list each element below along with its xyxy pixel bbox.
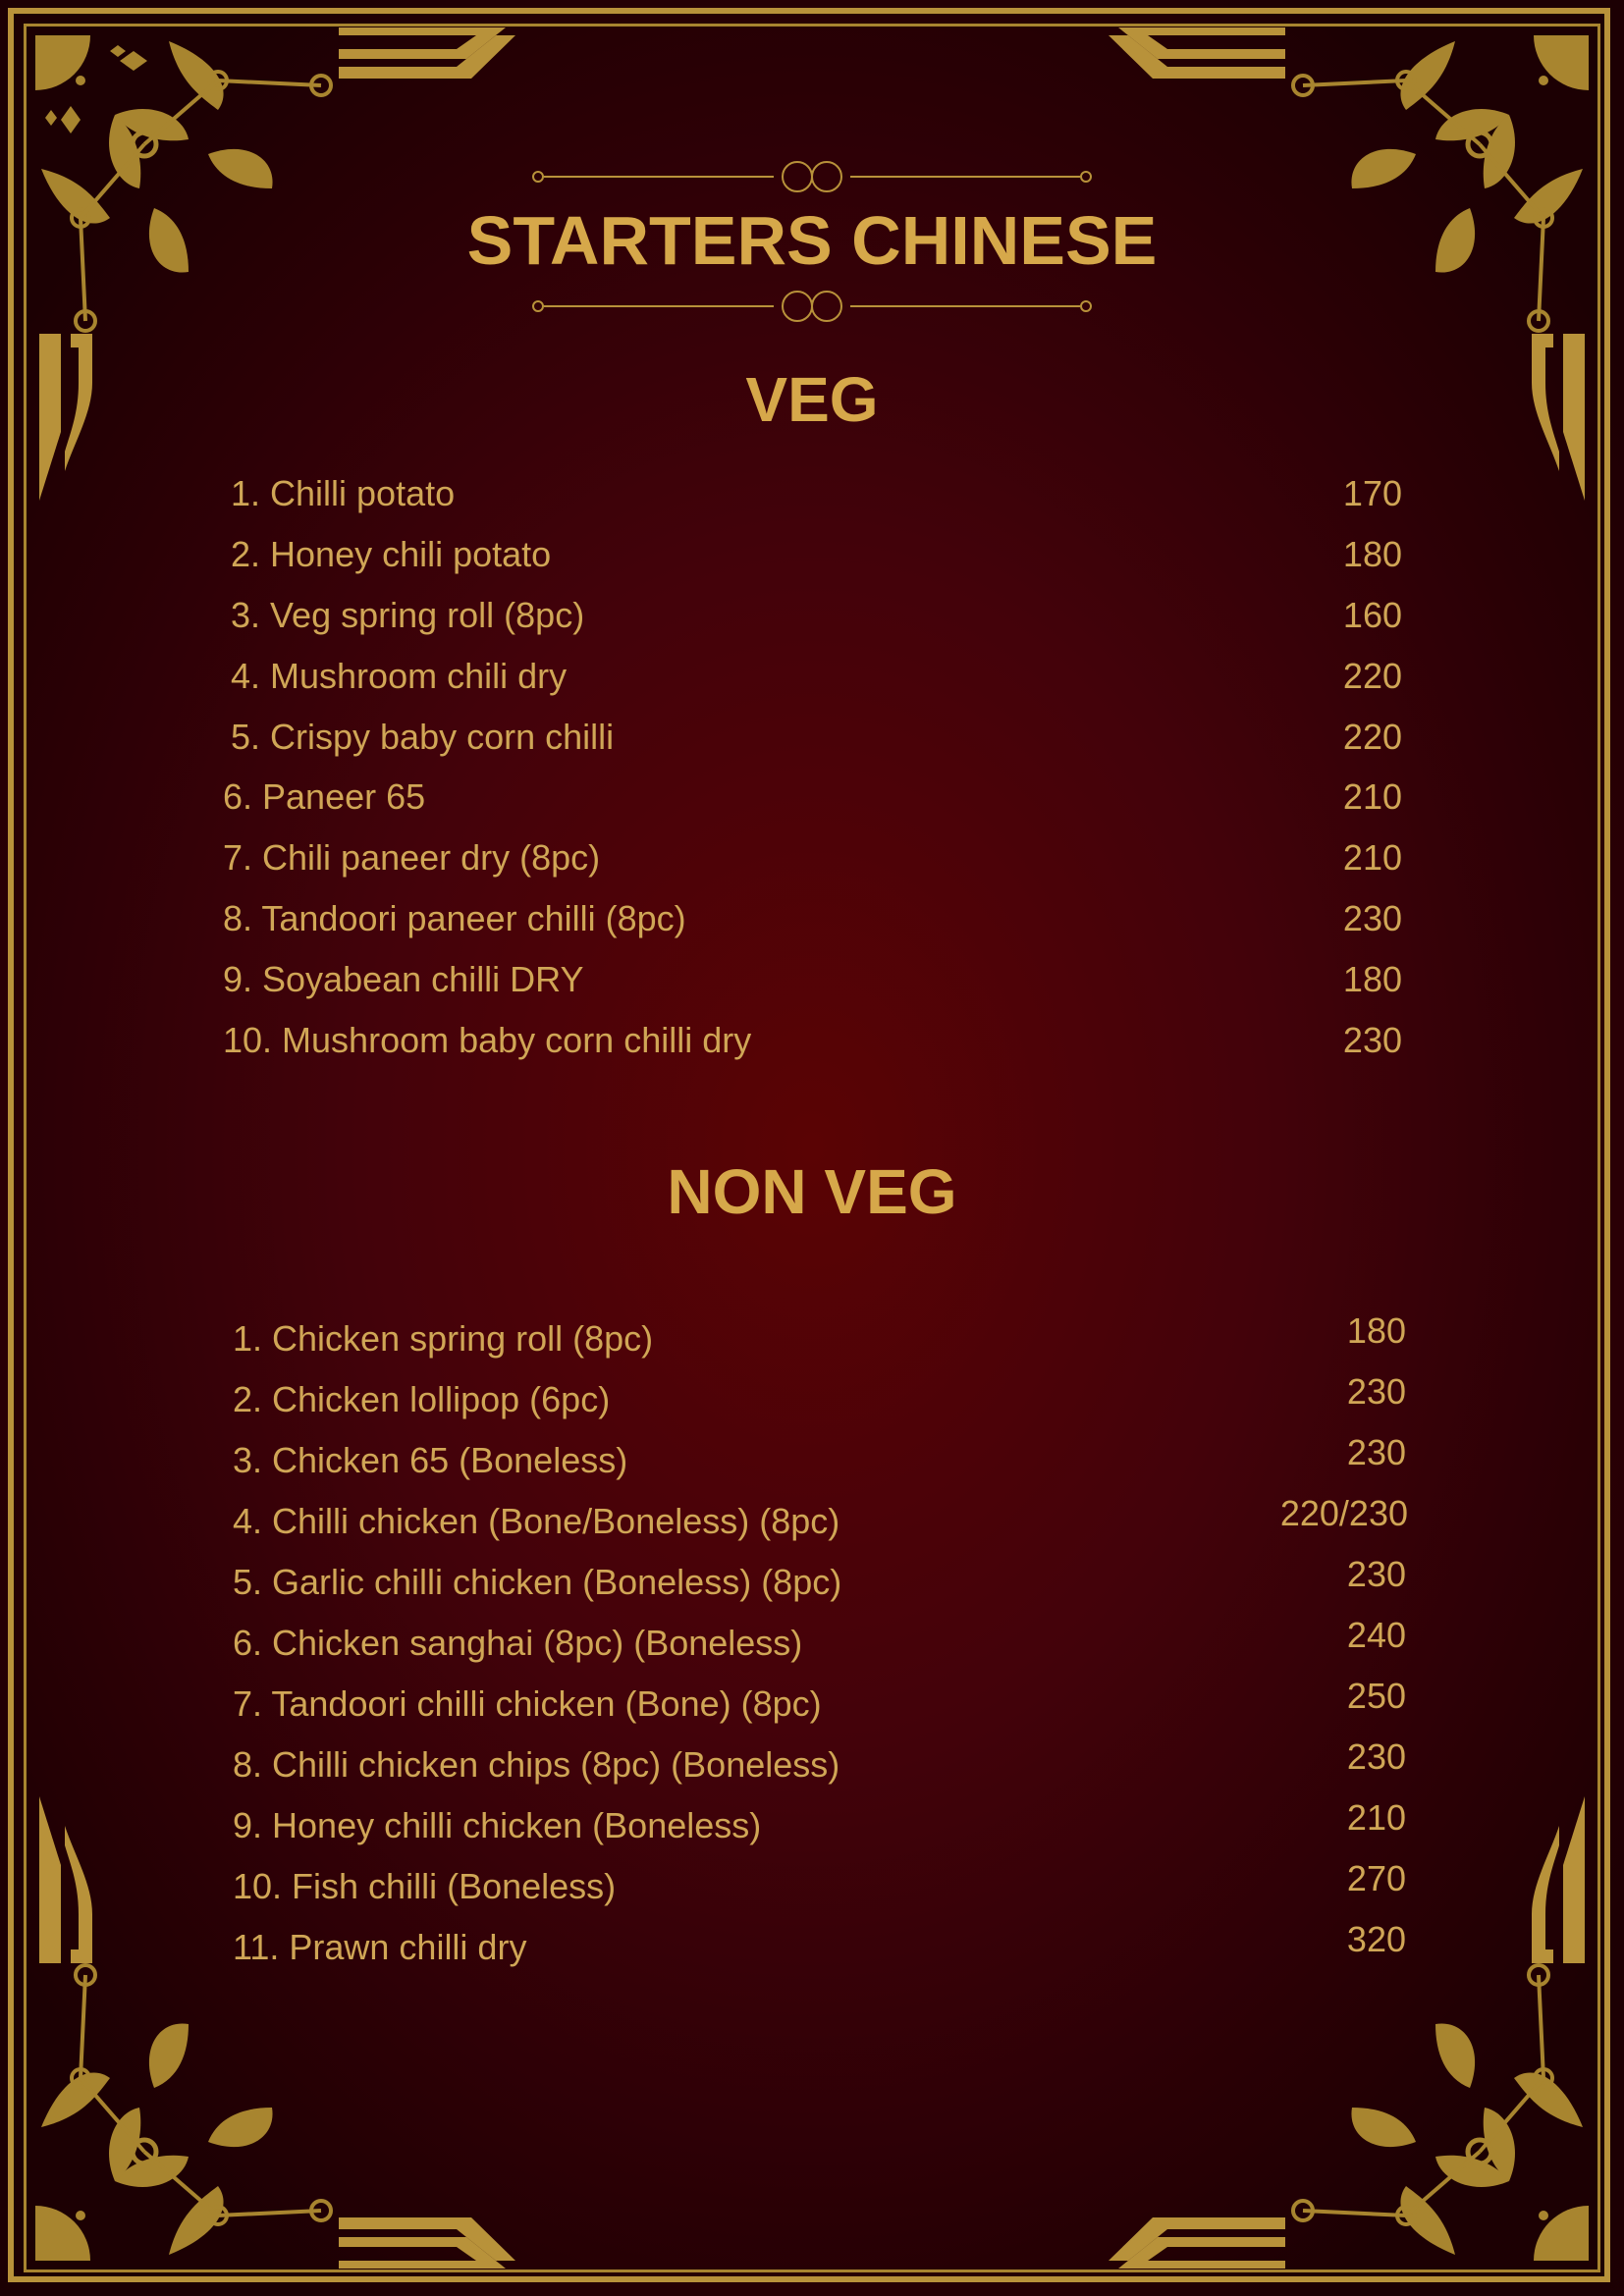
nonveg-section-heading: NON VEG: [667, 1156, 957, 1227]
menu-item-name: 2. Chicken lollipop (6pc): [233, 1379, 611, 1419]
menu-item-price: 220/230: [1279, 1493, 1408, 1533]
menu-item-name: 8. Tandoori paneer chilli (8pc): [223, 898, 686, 938]
menu-item: [0, 1493, 1624, 1550]
menu-item-name: 3. Chicken 65 (Boneless): [233, 1440, 628, 1480]
menu-item: [0, 1310, 1624, 1367]
menu-item-name: 6. Chicken sanghai (8pc) (Boneless): [233, 1623, 803, 1663]
menu-item-name: 8. Chilli chicken chips (8pc) (Boneless): [233, 1744, 840, 1785]
page-title: STARTERS CHINESE: [466, 202, 1158, 279]
menu-item-price: 210: [1346, 1797, 1406, 1838]
menu-item-price: 230: [1346, 1432, 1406, 1472]
menu-item-name: 10. Fish chilli (Boneless): [233, 1866, 617, 1906]
menu-item-name: 4. Chilli chicken (Bone/Boneless) (8pc): [233, 1501, 840, 1541]
menu-item-price: 240: [1346, 1615, 1406, 1655]
menu-item-price: 230: [1346, 1554, 1406, 1594]
veg-section-heading: VEG: [745, 364, 879, 435]
menu-item-name: 5. Crispy baby corn chilli: [231, 717, 615, 757]
menu-item-price: 180: [1342, 534, 1402, 574]
menu-item-price: 230: [1342, 1020, 1402, 1060]
menu-item-name: 5. Garlic chilli chicken (Boneless) (8pc): [233, 1562, 842, 1602]
menu-item-price: 320: [1346, 1919, 1406, 1959]
menu-item-price: 250: [1346, 1676, 1406, 1716]
menu-item-price: 180: [1342, 959, 1402, 999]
menu-item-name: 7. Chili paneer dry (8pc): [223, 837, 601, 878]
menu-item-name: 4. Mushroom chili dry: [231, 656, 568, 696]
menu-item-name: 1. Chilli potato: [231, 473, 456, 513]
menu-item: [0, 1919, 1624, 1976]
menu-item-price: 220: [1342, 656, 1402, 696]
menu-item-price: 220: [1342, 717, 1402, 757]
menu-item-price: 230: [1346, 1371, 1406, 1412]
menu-item: [0, 1797, 1624, 1854]
menu-item-name: 11. Prawn chilli dry: [233, 1927, 527, 1967]
menu-item: [0, 1432, 1624, 1489]
menu-item-price: 180: [1346, 1310, 1406, 1351]
menu-item-price: 230: [1346, 1736, 1406, 1777]
menu-item: [0, 1858, 1624, 1915]
menu-item-name: 9. Honey chilli chicken (Boneless): [233, 1805, 762, 1845]
menu-item-name: 9. Soyabean chilli DRY: [223, 959, 584, 999]
menu-item-name: 1. Chicken spring roll (8pc): [233, 1318, 654, 1359]
menu-item-price: 270: [1346, 1858, 1406, 1898]
menu-item: [0, 1736, 1624, 1793]
menu-item-price: 210: [1342, 837, 1402, 878]
menu-item: [0, 1554, 1624, 1611]
menu-item-price: 210: [1342, 776, 1402, 817]
menu-item: [0, 1676, 1624, 1733]
menu-item-price: 170: [1342, 473, 1402, 513]
menu-item-price: 230: [1342, 898, 1402, 938]
menu-item-name: 7. Tandoori chilli chicken (Bone) (8pc): [233, 1683, 822, 1724]
menu-item-price: 160: [1342, 595, 1402, 635]
menu-item: [0, 1371, 1624, 1428]
menu-item-name: 2. Honey chili potato: [231, 534, 552, 574]
menu-item: [0, 1615, 1624, 1672]
menu-item-name: 10. Mushroom baby corn chilli dry: [223, 1020, 752, 1060]
menu-item-name: 6. Paneer 65: [223, 776, 426, 817]
menu-item-name: 3. Veg spring roll (8pc): [231, 595, 585, 635]
